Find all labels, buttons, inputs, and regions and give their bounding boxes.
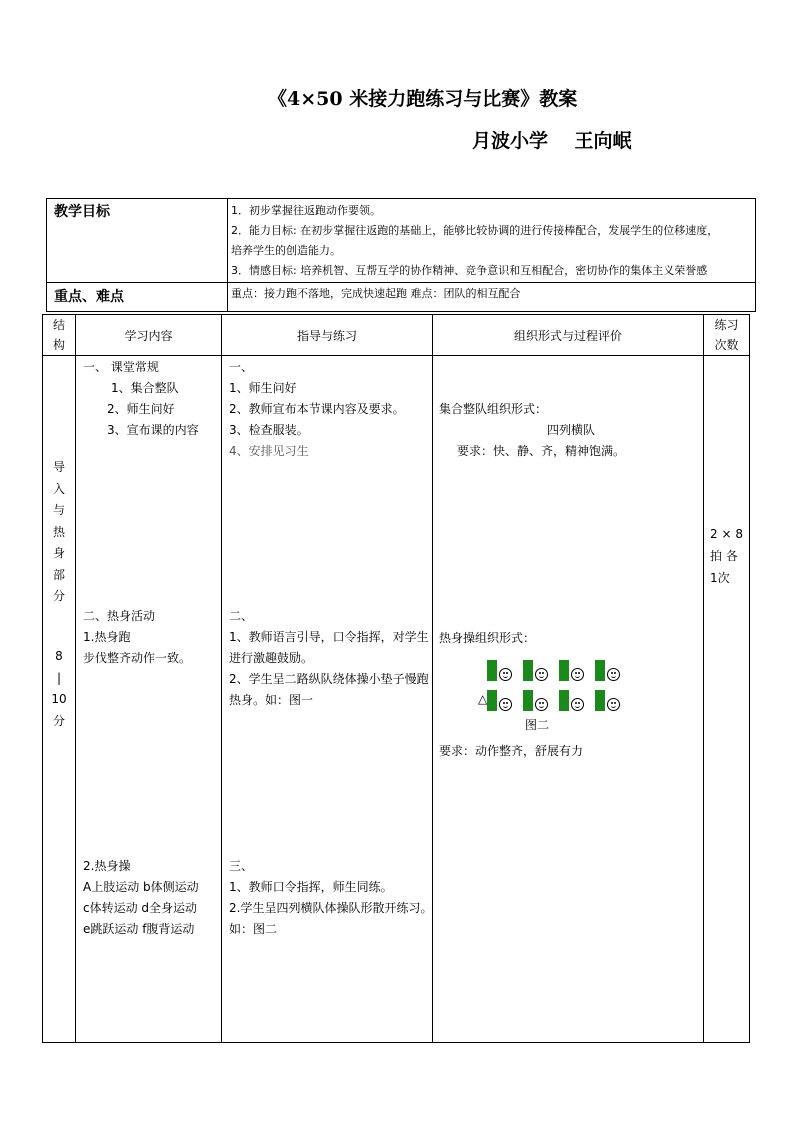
student-flag-icon xyxy=(595,690,605,711)
content-line: c体转运动 d全身运动 xyxy=(83,901,198,915)
guide-line: 一、 xyxy=(229,360,254,374)
divider xyxy=(47,282,755,283)
time-char: 10 xyxy=(51,692,67,706)
time-char: 8 xyxy=(55,649,63,663)
section-char: 分 xyxy=(52,589,65,603)
reps-text xyxy=(710,523,743,589)
objective-item: 培养学生的创造能力。 xyxy=(231,244,341,257)
objective-item: 2．能力目标: 在初步掌握往返跑的基础上，能够比较协调的进行传接棒配合，发展学生的位移速度， xyxy=(231,224,719,237)
smiley-face-icon xyxy=(535,698,548,711)
content-line: 1、集合整队 xyxy=(111,381,179,395)
time-char: 分 xyxy=(52,713,65,728)
student-flag-icon xyxy=(559,660,569,681)
guide-block-warmup xyxy=(229,606,429,711)
header-reps xyxy=(704,315,749,355)
content-line: 2、师生问好 xyxy=(107,402,175,416)
smiley-face-icon xyxy=(499,668,512,681)
divider xyxy=(227,199,228,311)
divider xyxy=(221,315,222,1042)
header-structure xyxy=(43,315,75,355)
guide-block-exercise xyxy=(229,856,432,940)
header-text: 练习 xyxy=(714,318,739,332)
page-title: 《4×50 米接力跑练习与比赛》教案 xyxy=(268,88,578,110)
guide-block-routine xyxy=(229,357,405,462)
objective-item: 1．初步掌握往返跑动作要领。 xyxy=(231,204,381,217)
header-organization: 组织形式与过程评价 xyxy=(513,328,622,343)
content-line: A上肢运动 b体侧运动 xyxy=(83,880,199,894)
keypoints-text: 重点：接力跑不落地，完成快速起跑 难点：团队的相互配合 xyxy=(231,287,521,300)
student-flag-icon xyxy=(523,660,533,681)
guide-line: 如：图二 xyxy=(229,922,278,936)
guide-line: 2.学生呈四列横队体操队形散开练习。 xyxy=(229,901,433,915)
section-char: 身 xyxy=(52,546,65,560)
header-guidance: 指导与练习 xyxy=(296,328,357,343)
content-block-warmup xyxy=(83,606,191,669)
smiley-face-icon xyxy=(607,668,620,681)
section-char: 部 xyxy=(52,567,65,582)
section-char: 热 xyxy=(52,524,65,539)
smiley-face-icon xyxy=(535,668,548,681)
content-line: e跳跃运动 f腹背运动 xyxy=(83,922,195,936)
divider xyxy=(703,315,704,1042)
reps-line: 2 × 8 xyxy=(710,527,743,541)
section-char: 入 xyxy=(52,481,65,496)
guide-line: 三、 xyxy=(229,859,254,873)
time-char: | xyxy=(56,670,62,685)
student-flag-icon xyxy=(595,660,605,681)
objective-item: 3．情感目标: 培养机智、互帮互学的协作精神、竞争意识和互相配合，密切协作的集体主义荣誉感 xyxy=(231,264,708,277)
content-line: 3、宣布课的内容 xyxy=(107,423,199,437)
guide-line: 2、教师宣布本节课内容及要求。 xyxy=(229,402,405,416)
reps-line: 拍 各 xyxy=(710,549,738,563)
guide-line: 4、安排见习生 xyxy=(229,444,309,458)
content-block-exercise xyxy=(83,856,199,940)
smiley-face-icon xyxy=(499,698,512,711)
section-label xyxy=(43,457,75,608)
section-time xyxy=(43,646,75,732)
content-line: 二、热身活动 xyxy=(83,609,156,623)
org-requirement: 要求：动作整齐，舒展有力 xyxy=(439,744,584,758)
header-text: 构 xyxy=(52,338,65,352)
formation-diagram xyxy=(440,658,640,718)
student-flag-icon xyxy=(559,690,569,711)
teacher-triangle-icon: △ xyxy=(478,692,488,706)
divider xyxy=(75,315,76,1042)
smiley-face-icon xyxy=(571,698,584,711)
org-line: 要求：快、静、齐，精神饱满。 xyxy=(457,444,626,458)
content-line: 一、 课堂常规 xyxy=(83,360,159,374)
guide-line: 1、教师语言引导，口令指挥，对学生 xyxy=(229,630,429,644)
content-line: 步伐整齐动作一致。 xyxy=(83,651,192,665)
objectives-table xyxy=(46,198,756,312)
content-block-routine xyxy=(83,357,199,441)
org-block-assembly xyxy=(439,399,625,462)
guide-line: 进行激趣鼓励。 xyxy=(229,651,314,665)
org-line: 四列横队 xyxy=(547,423,596,437)
student-flag-icon xyxy=(487,660,497,681)
content-line: 2.热身操 xyxy=(83,859,131,873)
header-text: 结 xyxy=(52,318,65,332)
guide-line: 二、 xyxy=(229,609,254,623)
figure-caption: 图二 xyxy=(525,718,550,732)
header-text: 次数 xyxy=(714,338,739,352)
guide-line: 3、检查服装。 xyxy=(229,423,309,437)
lesson-table xyxy=(42,314,750,1043)
content-line: 1.热身跑 xyxy=(83,630,131,644)
guide-line: 1、教师口令指挥，师生同练。 xyxy=(229,880,393,894)
smiley-face-icon xyxy=(607,698,620,711)
org-line: 集合整队组织形式： xyxy=(439,402,548,416)
student-flag-icon xyxy=(523,690,533,711)
guide-line: 1、师生问好 xyxy=(229,381,297,395)
divider xyxy=(43,355,749,356)
objectives-label: 教学目标 xyxy=(54,204,110,220)
objectives-list xyxy=(231,201,755,281)
guide-line: 2、学生呈二路纵队绕体操小垫子慢跑 xyxy=(229,672,429,686)
org-block-warmup: 热身操组织形式： xyxy=(439,631,536,645)
header-content: 学习内容 xyxy=(124,328,173,343)
section-char: 导 xyxy=(52,460,65,474)
author-line: 月波小学 王向岷 xyxy=(472,130,632,152)
student-flag-icon xyxy=(487,690,497,711)
keypoints-label: 重点、难点 xyxy=(54,289,124,305)
section-char: 与 xyxy=(52,503,65,517)
reps-line: 1次 xyxy=(710,571,730,585)
guide-line: 热身。如：图一 xyxy=(229,693,314,707)
smiley-face-icon xyxy=(571,668,584,681)
